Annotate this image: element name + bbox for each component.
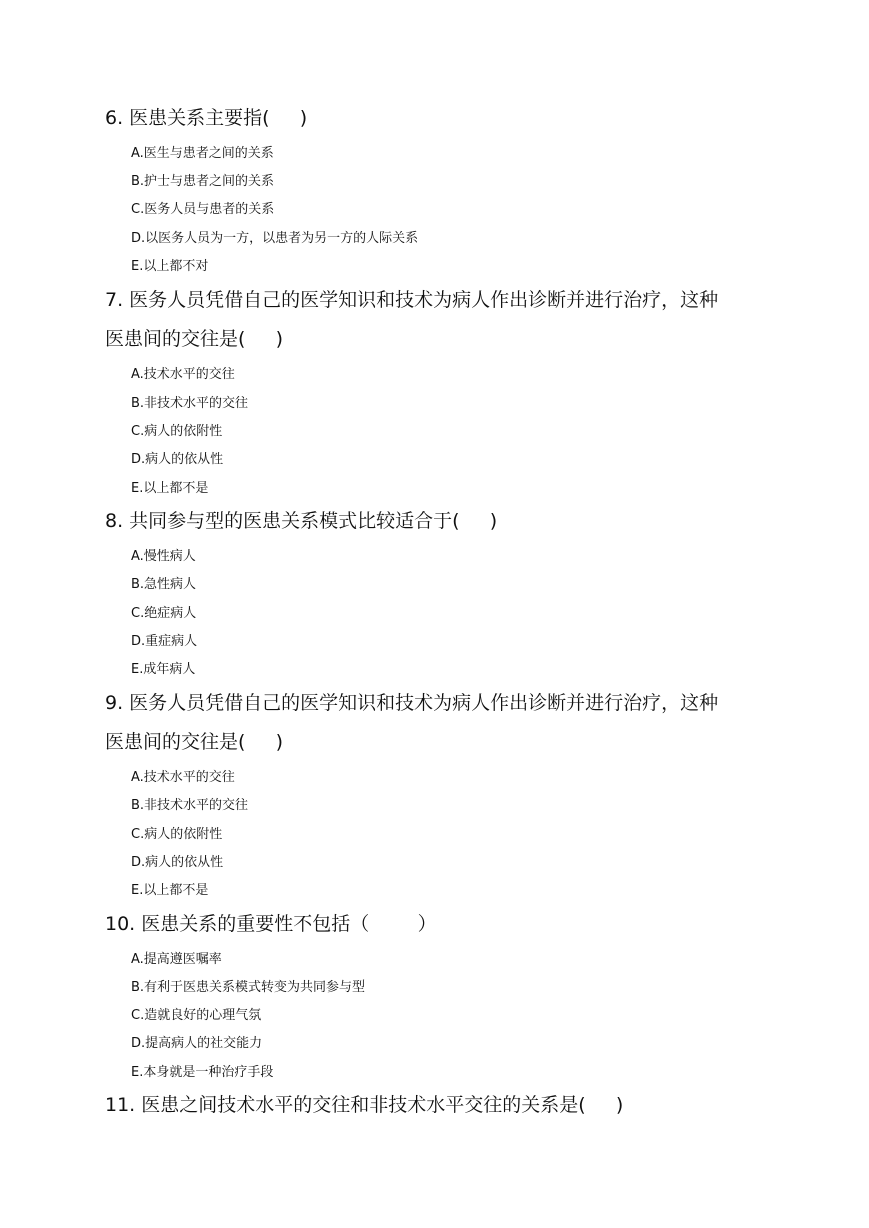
question-8-option-d: D.重症病人 <box>131 634 198 649</box>
question-7-option-d: D.病人的依从性 <box>131 452 224 467</box>
question-10-option-d: D.提高病人的社交能力 <box>131 1036 263 1051</box>
question-6-option-a: A.医生与患者之间的关系 <box>131 146 274 161</box>
question-11-stem: 11. 医患之间技术水平的交往和非技术水平交往的关系是( ) <box>105 1094 624 1116</box>
question-10-option-b: B.有利于医患关系模式转变为共同参与型 <box>131 980 366 995</box>
question-7-option-e: E.以上都不是 <box>131 481 209 496</box>
question-8-option-e: E.成年病人 <box>131 662 196 677</box>
question-6-option-b: B.护士与患者之间的关系 <box>131 174 275 189</box>
question-10-option-c: C.造就良好的心理气氛 <box>131 1008 262 1023</box>
question-7-stem-line-2: 医患间的交往是( ) <box>105 328 284 350</box>
question-10-option-e: E.本身就是一种治疗手段 <box>131 1065 274 1080</box>
question-9-option-e: E.以上都不是 <box>131 883 209 898</box>
question-8-option-c: C.绝症病人 <box>131 606 197 621</box>
question-9-option-a: A.技术水平的交往 <box>131 770 235 785</box>
question-6-option-d: D.以医务人员为一方，以患者为另一方的人际关系 <box>131 231 419 246</box>
question-7-option-a: A.技术水平的交往 <box>131 367 235 382</box>
question-7-option-c: C.病人的依附性 <box>131 424 223 439</box>
question-9-option-d: D.病人的依从性 <box>131 855 224 870</box>
question-9-option-c: C.病人的依附性 <box>131 827 223 842</box>
question-8-option-b: B.急性病人 <box>131 577 197 592</box>
question-8-option-a: A.慢性病人 <box>131 549 196 564</box>
question-9-option-b: B.非技术水平的交往 <box>131 798 249 813</box>
question-7-stem-line-1: 7. 医务人员凭借自己的医学知识和技术为病人作出诊断并进行治疗，这种 <box>105 289 719 311</box>
question-7-option-b: B.非技术水平的交往 <box>131 396 249 411</box>
question-6-stem: 6. 医患关系主要指( ) <box>105 107 308 129</box>
question-10-option-a: A.提高遵医嘱率 <box>131 952 222 967</box>
question-8-stem: 8. 共同参与型的医患关系模式比较适合于( ) <box>105 510 498 532</box>
question-10-stem: 10. 医患关系的重要性不包括（ ） <box>105 913 437 935</box>
question-9-stem-line-2: 医患间的交往是( ) <box>105 731 284 753</box>
question-6-option-c: C.医务人员与患者的关系 <box>131 202 275 217</box>
question-9-stem-line-1: 9. 医务人员凭借自己的医学知识和技术为病人作出诊断并进行治疗，这种 <box>105 692 719 714</box>
question-6-option-e: E.以上都不对 <box>131 259 209 274</box>
